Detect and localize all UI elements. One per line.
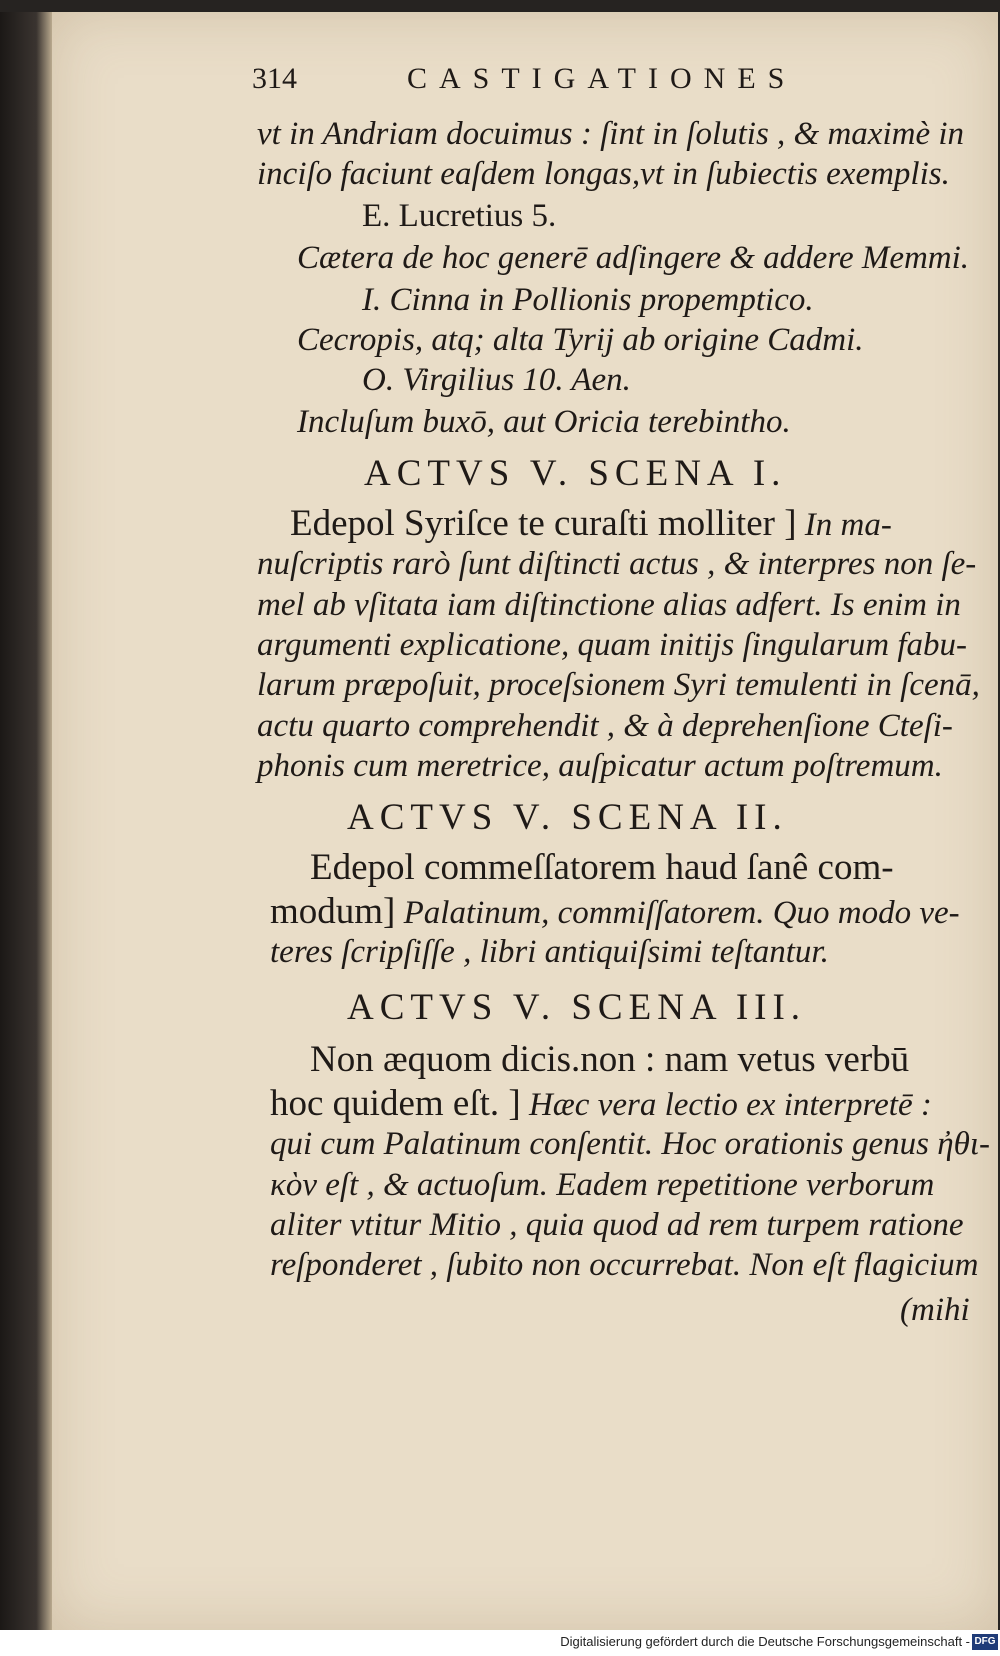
text-line: qui cum Palatinum conſentit. Hoc orationis genus ἠθι- — [270, 1126, 991, 1162]
scene-heading: ACTVS V. SCENA I. — [364, 453, 787, 494]
text-line: phonis cum meretrice, auſpicatur actum poſtremum. — [257, 748, 943, 784]
scene-heading: ACTVS V. SCENA III. — [347, 987, 807, 1028]
catchword: (mihi — [900, 1292, 970, 1328]
text-line — [290, 502, 892, 545]
verse-line: Incluſum buxō, aut Oricia terebintho. — [297, 404, 791, 440]
verse-line: Cætera de hoc generē adſingere & addere Memmi. — [297, 240, 970, 276]
text-line: mel ab vſitata iam diſtinctione alias adfert. Is enim in — [257, 587, 961, 623]
text-line: teres ſcripſiſſe , libri antiquiſsimi teſtantur. — [270, 934, 829, 970]
text-line: reſponderet , ſubito non occurrebat. Non eſt flagicium — [270, 1247, 979, 1283]
digitization-footer — [0, 1630, 1000, 1656]
citation-line: O. Virgilius 10. Aen. — [362, 362, 631, 398]
text-line: κὸν eſt , & actuoſum. Eadem repetitione verborum — [270, 1167, 935, 1203]
citation-line: E. Lucretius 5. — [362, 198, 557, 234]
dfg-logo-icon: DFG — [972, 1634, 998, 1650]
book-gutter — [0, 12, 52, 1630]
text-line: nuſcriptis rarò ſunt diſtincti actus , & interpres non ſe- — [257, 546, 977, 582]
commentary-text: Palatinum, commiſſatorem. Quo modo ve- — [395, 895, 960, 931]
text-line: vt in Andriam docuimus : ſint in ſolutis , & maximè in — [257, 116, 965, 152]
footer-credit: Digitalisierung gefördert durch die Deutsche Forschungsgemeinschaft - — [560, 1634, 970, 1649]
lemma-line: Non æquom dicis.non : nam vetus verbū — [310, 1039, 910, 1080]
text-line — [270, 1082, 932, 1125]
commentary-text: In ma- — [796, 507, 892, 543]
text-line: aliter vtitur Mitio , quia quod ad rem turpem ratione — [270, 1207, 964, 1243]
lemma-text: hoc quidem eſt. ] — [270, 1083, 521, 1124]
text-line: actu quarto comprehendit , & à deprehenſione Cteſi- — [257, 708, 953, 744]
running-title: CASTIGATIONES — [407, 62, 797, 95]
commentary-text: Hæc vera lectio ex interpretē : — [520, 1087, 932, 1123]
verse-line: Cecropis, atq; alta Tyriј ab origine Cadmi. — [297, 322, 864, 358]
page-number: 314 — [252, 62, 297, 95]
text-line: argumenti explicatione, quam initijs ſingularum fabu- — [257, 627, 968, 663]
lemma-text: modum] — [270, 891, 396, 932]
scene-heading: ACTVS V. SCENA II. — [347, 797, 788, 838]
citation-line: I. Cinna in Pollionis propemptico. — [362, 282, 814, 318]
text-line: larum præpoſuit, proceſsionem Syri temulenti in ſcenā, — [257, 667, 980, 703]
lemma-text: Edepol Syriſce te curaſti molliter ] — [290, 503, 797, 544]
lemma-line: Edepol commeſſatorem haud ſanê com- — [310, 847, 894, 888]
book-page — [52, 12, 998, 1630]
text-line — [270, 890, 960, 933]
text-line: inciſo faciunt eaſdem longas,vt in ſubiectis exemplis. — [257, 156, 950, 192]
